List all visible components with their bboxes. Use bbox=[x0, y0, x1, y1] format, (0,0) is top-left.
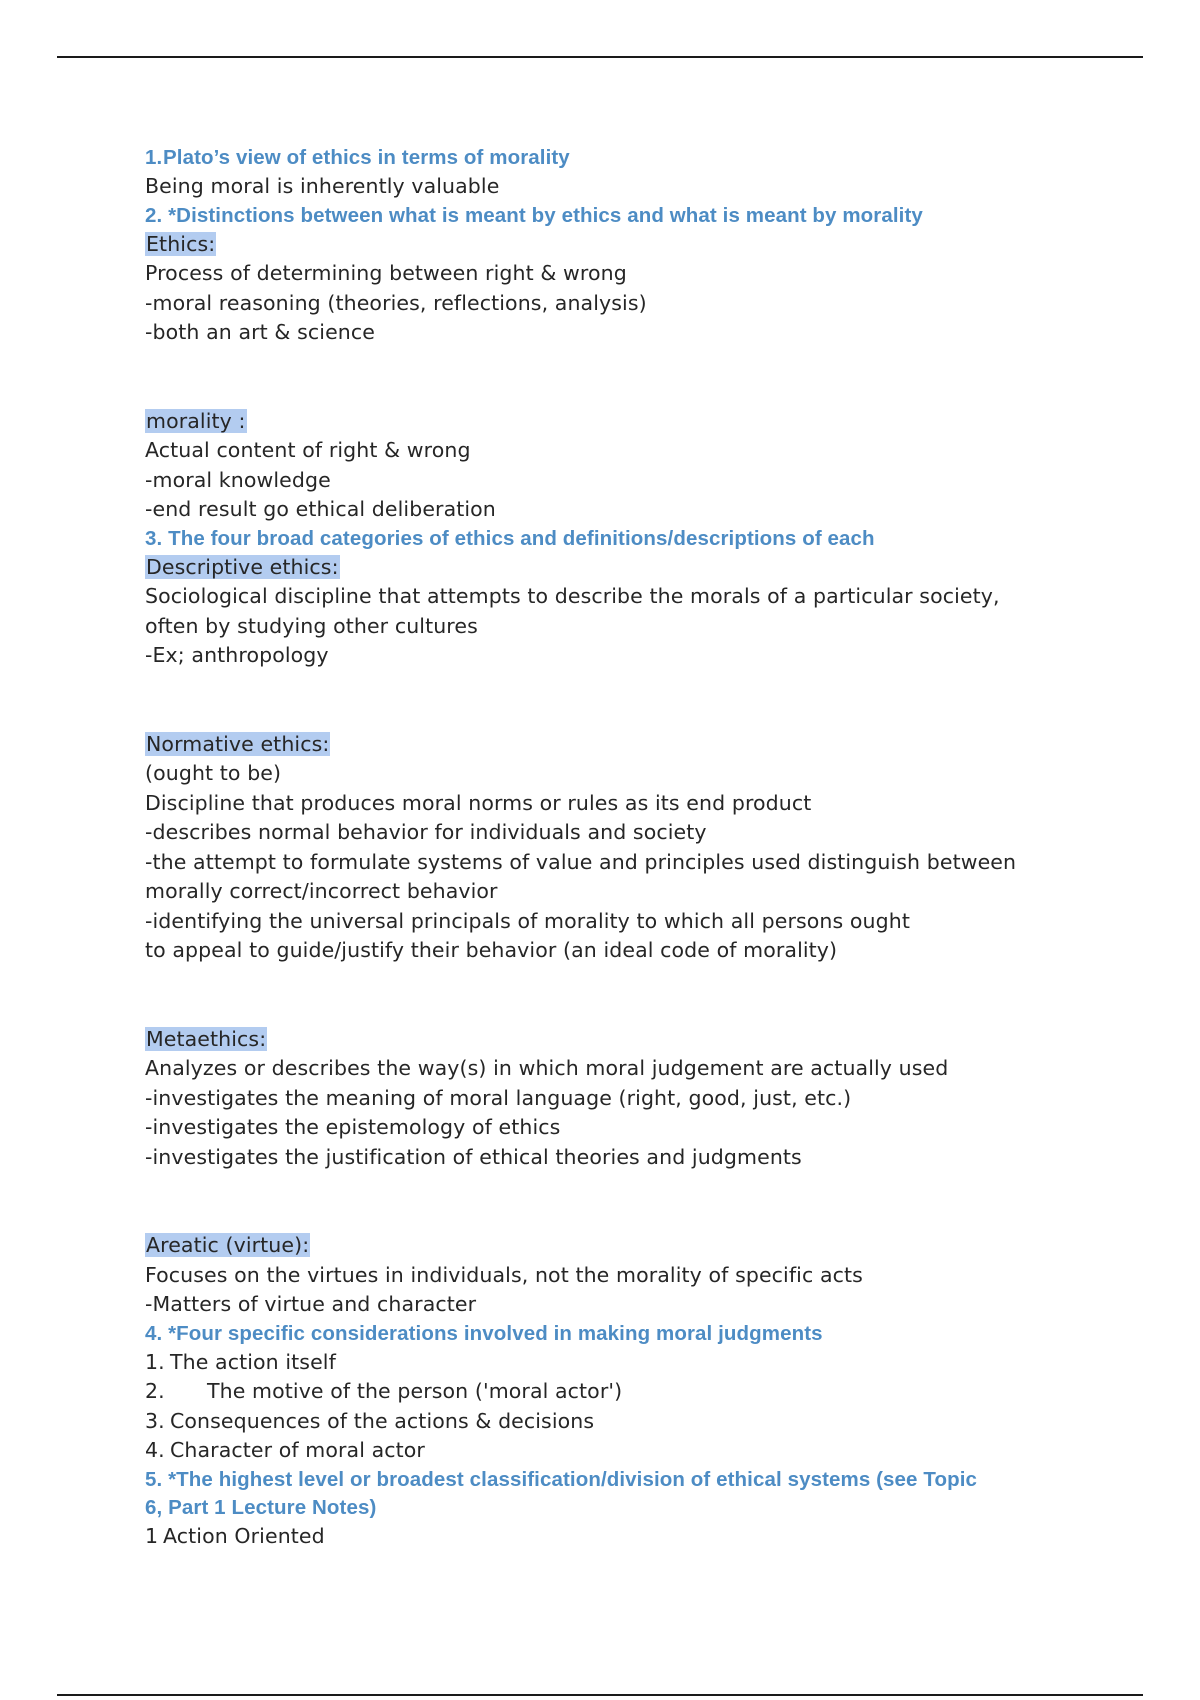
consideration-text: Character of moral actor bbox=[170, 1438, 425, 1462]
consideration-item bbox=[145, 1436, 1105, 1466]
morality-label: morality : bbox=[146, 408, 246, 433]
section-5-item-number: 1 bbox=[145, 1523, 159, 1548]
footer-rule bbox=[57, 1694, 1143, 1696]
section-4-heading: 4. *Four specific considerations involved in making moral judgments bbox=[145, 1321, 823, 1345]
metaethics-label: Metaethics: bbox=[146, 1026, 267, 1051]
descriptive-line: Sociological discipline that attempts to describe the morals of a particular society, bbox=[145, 584, 1000, 608]
descriptive-line: often by studying other cultures bbox=[145, 613, 478, 638]
section-2-heading: 2. *Distinctions between what is meant by ethics and what is meant by morality bbox=[145, 203, 923, 227]
consideration-item bbox=[145, 1348, 1105, 1378]
consideration-item bbox=[145, 1377, 1105, 1407]
spacer bbox=[145, 1172, 1105, 1231]
areatic-label: Areatic (virtue): bbox=[146, 1233, 310, 1257]
normative-line: Discipline that produces moral norms or rules as its end product bbox=[145, 790, 812, 815]
areatic-line: -Matters of virtue and character bbox=[145, 1292, 477, 1316]
ethics-label: Ethics: bbox=[146, 231, 216, 256]
metaethics-line: Analyzes or describes the way(s) in which moral judgement are actually used bbox=[145, 1056, 949, 1080]
section-5-heading-cont: 6, Part 1 Lecture Notes) bbox=[145, 1495, 377, 1519]
document-body bbox=[145, 144, 1105, 1551]
section-1-text: Being moral is inherently valuable bbox=[145, 174, 500, 198]
ethics-line: -both an art & science bbox=[145, 320, 375, 344]
normative-line: -identifying the universal principals of morality to which all persons ought bbox=[145, 908, 910, 933]
descriptive-line: -Ex; anthropology bbox=[145, 643, 329, 667]
normative-ethics-label: Normative ethics: bbox=[146, 731, 330, 756]
metaethics-line: -investigates the meaning of moral language (right, good, just, etc.) bbox=[145, 1085, 852, 1110]
areatic-line: Focuses on the virtues in individuals, not the morality of specific acts bbox=[145, 1262, 863, 1287]
consideration-text: The action itself bbox=[170, 1349, 336, 1374]
consideration-number: 3. bbox=[145, 1408, 165, 1433]
section-1-heading bbox=[145, 144, 1105, 172]
morality-line: -end result go ethical deliberation bbox=[145, 497, 496, 521]
spacer bbox=[145, 348, 1105, 407]
ethics-line: -moral reasoning (theories, reflections, analysis) bbox=[145, 290, 647, 315]
consideration-text: Consequences of the actions & decisions bbox=[170, 1408, 595, 1433]
consideration-number: 2. bbox=[145, 1379, 165, 1403]
spacer bbox=[145, 671, 1105, 730]
normative-line: -describes normal behavior for individuals and society bbox=[145, 820, 707, 844]
section-1-number: 1. bbox=[145, 146, 163, 169]
consideration-number: 1. bbox=[145, 1349, 165, 1374]
morality-line: -moral knowledge bbox=[145, 467, 331, 492]
section-5-heading: 5. *The highest level or broadest classification/division of ethical systems (see Topic bbox=[145, 1467, 977, 1491]
section-1-title: Plato’s view of ethics in terms of morality bbox=[163, 146, 570, 169]
header-rule bbox=[57, 56, 1143, 58]
normative-line: -the attempt to formulate systems of value and principles used distinguish between bbox=[145, 849, 1017, 874]
section-3-heading: 3. The four broad categories of ethics and definitions/descriptions of each bbox=[145, 526, 875, 550]
spacer bbox=[145, 966, 1105, 1025]
normative-line: morally correct/incorrect behavior bbox=[145, 879, 498, 903]
section-5-item bbox=[145, 1522, 1105, 1552]
normative-line: (ought to be) bbox=[145, 761, 282, 785]
consideration-number: 4. bbox=[145, 1438, 165, 1462]
ethics-line: Process of determining between right & wrong bbox=[145, 261, 627, 285]
section-5-item-text: Action Oriented bbox=[163, 1523, 325, 1548]
morality-line: Actual content of right & wrong bbox=[145, 438, 471, 462]
consideration-text: The motive of the person ('moral actor') bbox=[207, 1379, 623, 1403]
normative-line: to appeal to guide/justify their behavior (an ideal code of morality) bbox=[145, 938, 838, 962]
metaethics-line: -investigates the justification of ethical theories and judgments bbox=[145, 1144, 802, 1169]
descriptive-ethics-label: Descriptive ethics: bbox=[146, 554, 339, 579]
consideration-item bbox=[145, 1407, 1105, 1437]
metaethics-line: -investigates the epistemology of ethics bbox=[145, 1115, 561, 1139]
